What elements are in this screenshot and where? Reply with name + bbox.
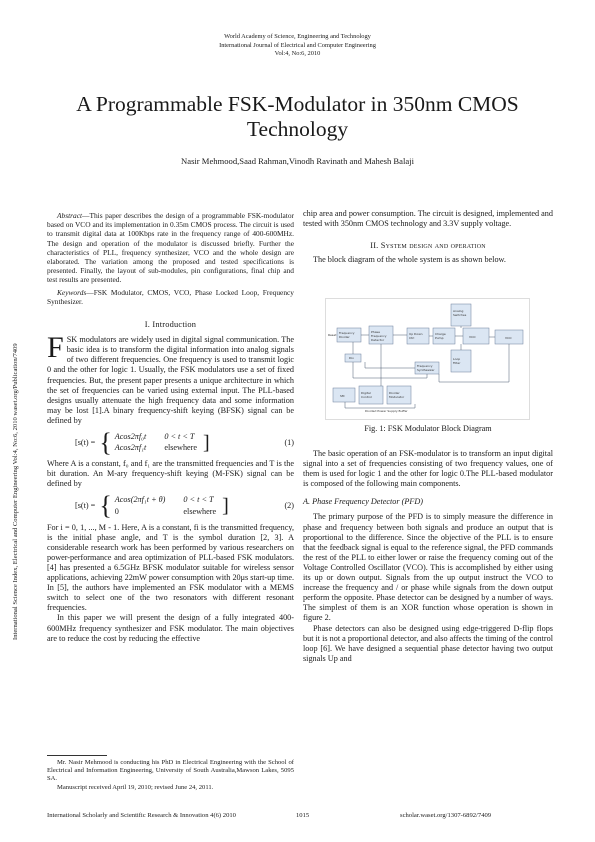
svg-text:Filter: Filter	[453, 361, 461, 365]
intro-paragraph-1	[47, 331, 294, 426]
svg-text:Switches: Switches	[453, 313, 467, 317]
footnote-block	[47, 755, 294, 792]
intro-paragraph-3: For i = 0, 1, ..., M - 1. Here, A is a constant, fi is the transmitted frequency, is the initial phase angle, and T is the symbol duration [2, 3]. A considerable research work has been performed by various researchers on power-performance and area optimization of PLL-based FSK modulators. [4] has presented a 6.5GHz BFSK modulator suitable for wireless sensor applications, achieving 22mW power consumption with 20μs start-up time. In [5], the authors have implemented an FSK modulator with a MEMS switch to select one of the two resonators with different resonant frequencies.	[47, 522, 294, 613]
eq2-row1-expr: Acos(2πf₁t + θ)	[114, 495, 166, 505]
eq2-row2-expr: 0	[114, 506, 119, 516]
eq2-lhs: [s(t) =	[75, 500, 96, 510]
svg-text:Divider: Divider	[389, 391, 400, 395]
abstract-label: Abstract	[57, 211, 83, 220]
eq1-row2-cond: elsewhere	[164, 443, 198, 453]
figure-1-caption: Fig. 1: FSK Modulator Block Diagram	[364, 424, 492, 433]
svg-text:Loop: Loop	[453, 357, 461, 361]
section-heading-system-design: II. System design and operation	[370, 241, 486, 251]
eq1-row1-expr: Acos2πf₀t	[114, 431, 147, 441]
svg-text:Ctrl: Ctrl	[409, 336, 415, 340]
right-column-top	[303, 209, 553, 265]
svg-text:Up Down: Up Down	[409, 332, 423, 336]
keywords-text: —FSK Modulator, CMOS, VCO, Phase Locked Loop, Frequency Synthesizer.	[47, 287, 294, 306]
footnote-line-2: Manuscript received April 19, 2010; revised June 24, 2011.	[57, 783, 214, 791]
reset-label: Reset	[328, 333, 337, 337]
right-paragraph-3: The primary purpose of the PFD is to simply measure the difference in phase and frequency between both signals and produce an output that is proportional to the difference. Since the objective of the PLL is to ensure that the feedback signal is equal to the reference signal, the PFD commands the rest of the PLL to either lower or raise the frequency coming out of the Voltage Controlled Oscillator (VCO). This is accomplished by either using its up or down output. Signals from the up output instruct the VCO to increase the frequency and / or phase while signals from the down output perform the opposite. Phase detector can be designed by a number of ways. The simplest of them is an XOR function whose operation is shown in figure 2.	[303, 512, 553, 623]
paper-title: A Programmable FSK-Modulator in 350nm CMOS Technology	[76, 92, 519, 141]
svg-text:Pump: Pump	[435, 336, 444, 340]
svg-text:Phase: Phase	[371, 330, 380, 334]
figure-1-block-diagram	[325, 298, 530, 420]
eq2-row2-cond: elsewhere	[183, 506, 217, 516]
keywords	[47, 288, 294, 306]
footnote-rule	[47, 755, 107, 756]
block-diagram-svg	[325, 298, 530, 420]
svg-text:Detector: Detector	[371, 338, 385, 342]
footer-url: scholar.waset.org/1307-6892/7409	[400, 812, 492, 819]
subsection-pfd-heading: A. Phase Frequency Detector (PFD)	[303, 497, 423, 507]
eq1-number: (1)	[284, 437, 294, 447]
svg-text:Frequency: Frequency	[417, 364, 433, 368]
keywords-label: Keywords	[57, 287, 87, 297]
eq1-row2-expr: Acos2πf₁t	[114, 443, 147, 453]
eq2-bracket: ]	[222, 494, 229, 517]
svg-text:Synthesizer: Synthesizer	[417, 368, 435, 372]
eq2-cases	[115, 495, 216, 516]
author-list: Nasir Mehmood,Saad Rahman,Vinodh Ravinath and Mahesh Balaji	[181, 156, 414, 166]
right-paragraph-4: Phase detectors can also be designed using edge-triggered D-flip flops but it is not a proportional detector, and also affects the timing of the control loop [6]. We have designed a sequential phase detector having two output signals Up and	[303, 623, 553, 663]
block-freq-divider-label: Frequency	[339, 331, 355, 335]
footnote-line-1: Mr. Nasir Mehmood is conducting his PhD in Electrical Engineering with the School of Electrical and Information Engineering, University of South Australia,Mawson Lakes, 5095 SA.	[47, 759, 294, 783]
svg-text:Frequency: Frequency	[371, 334, 387, 338]
eq2-brace: {	[99, 491, 112, 521]
eq2-number: (2)	[284, 500, 294, 510]
footer-page-number: 1015	[296, 812, 310, 819]
header-line-3: Vol:4, No:6, 2010	[274, 50, 321, 58]
svg-text:Analog: Analog	[453, 309, 464, 313]
svg-text:SM: SM	[340, 394, 345, 398]
eq2-row1-cond: 0 < t < T	[183, 495, 214, 505]
sidebar-citation: International Science Index, Electrical and Computer Engineering Vol:4, No:6, 2010 waset.org/Publication/7409	[12, 343, 19, 640]
intro-paragraph-4: In this paper we will present the design of a fully integrated 400-600MHz frequency synthesizer and FSK modulator. The main objectives are to reduce the cost by reducing the effective	[47, 613, 294, 643]
abstract	[47, 211, 294, 285]
eq1-bracket: ]	[203, 431, 210, 454]
eq1-brace: {	[99, 427, 112, 457]
svg-text:VCO: VCO	[505, 336, 512, 340]
right-column-bottom	[303, 449, 553, 664]
svg-text:Charge: Charge	[435, 332, 446, 336]
header-line-2: International Journal of Electrical and Computer Engineering	[219, 41, 376, 49]
eq1-row1-cond: 0 < t < T	[164, 431, 195, 441]
svg-text:Digital: Digital	[361, 391, 371, 395]
buffer-label: Divided Power Supply Buffer	[365, 409, 408, 413]
right-paragraph-0: chip area and power consumption. The circuit is designed, implemented and tested with 350nm CMOS technology and 3.3V supply voltage.	[303, 209, 553, 229]
equation-1	[75, 427, 294, 457]
svg-text:Control: Control	[361, 395, 372, 399]
eq1-cases	[115, 432, 197, 453]
svg-text:Div: Div	[349, 356, 354, 360]
left-column	[47, 211, 294, 644]
svg-text:Divider: Divider	[339, 335, 350, 339]
intro-p1-text: SK modulators are widely used in digital signal communication. The basic idea is to transform the digital information into analog signals of two different frequencies. One frequency is used to transmit logic 0 and the other for logic 1. Usually, the FSK modulators use a set of fixed frequencies. But, the present paper presents a unique architecture in which the set of frequencies can be varied using external input. The PLL-based designs usually attenuate the high frequency data and some information may be lost [1].A binary frequency-shift keying (BFSK) signal can be defined by	[47, 335, 294, 425]
eq1-lhs: [s(t) =	[75, 437, 96, 447]
equation-2	[75, 491, 294, 521]
footer-journal: International Scholarly and Scientific Research & Innovation 4(6) 2010	[47, 812, 236, 819]
svg-text:Modulator: Modulator	[389, 395, 405, 399]
svg-text:VCO: VCO	[469, 335, 476, 339]
abstract-text: —This paper describes the design of a programmable FSK-modulator based on VCO and its implementation in 0.35m CMOS process. The circuit is used to transmit digital data at 100Kbps rate in the frequency range of 400-600MHz. The design and operation of the modulator is discussed briefly. Further the characteristics of PLL, frequency synthesizer, VCO and the whole design are elaborated. The variation among the proposed and tested specifications is presented. Finally, the layout of sub-modules, pin configurations, final chip and test results are presented.	[47, 211, 294, 285]
intro-paragraph-2: Where A is a constant, f₀ and f₁ are the transmitted frequencies and T is the bit duration. An M-ary frequency-shift keying (M-FSK) signal can be defined by	[47, 459, 294, 489]
journal-header	[0, 33, 595, 59]
section-heading-introduction: I. Introduction	[144, 320, 197, 330]
right-paragraph-1: The block diagram of the whole system is as shown below.	[313, 255, 506, 265]
drop-cap: F	[47, 331, 64, 365]
right-paragraph-2: The basic operation of an FSK-modulator is to transform an input digital signal into a set of frequencies consisting of two frequency values, one of them is used for logic 1 and the other for logic 0.The PLL-based modulator is composed of the following main components.	[303, 449, 553, 489]
header-line-1: World Academy of Science, Engineering and Technology	[224, 33, 371, 40]
block-vco-main	[463, 328, 489, 344]
